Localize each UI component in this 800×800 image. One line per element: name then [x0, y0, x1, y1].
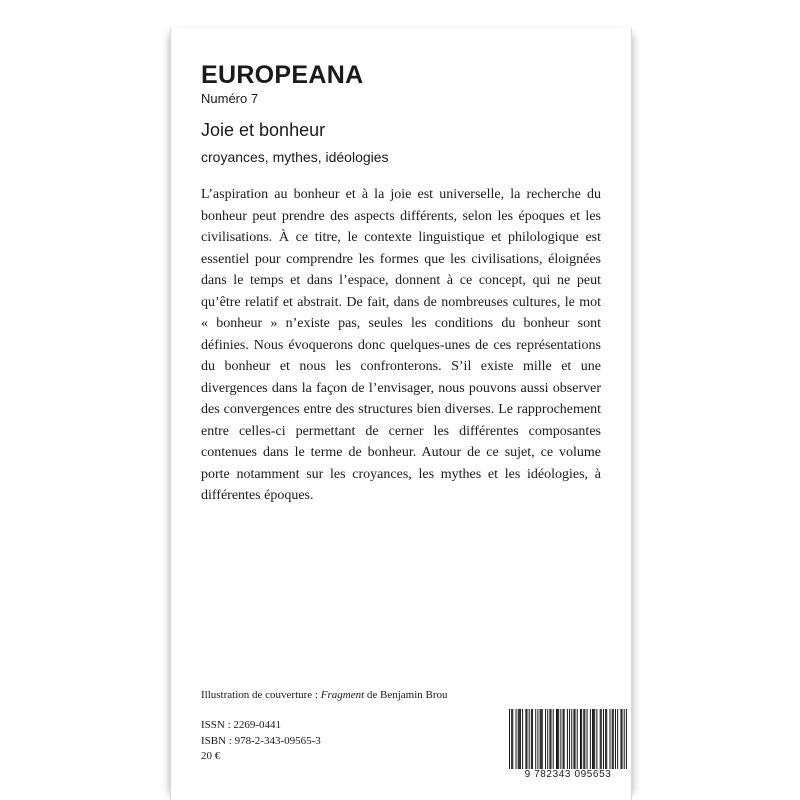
barcode-bar — [587, 709, 588, 775]
barcode-bar — [549, 709, 550, 775]
barcode-bar — [535, 709, 536, 775]
barcode-bar — [617, 709, 618, 775]
barcode-bar — [541, 709, 542, 775]
barcode-bar — [563, 709, 564, 775]
barcode-bar — [522, 709, 523, 775]
barcode-digits: 9 782343 095653 — [509, 769, 627, 780]
barcode-bar — [593, 709, 594, 775]
barcode-bar — [624, 709, 625, 775]
barcode-bar — [540, 709, 541, 775]
barcode-bar — [547, 709, 548, 775]
credit-work-title: Fragment — [320, 689, 365, 701]
bibliographic-info — [201, 718, 321, 765]
barcode-bar — [612, 709, 613, 775]
barcode-bar — [532, 709, 533, 775]
barcode-bar — [600, 709, 601, 775]
barcode-bar — [626, 709, 627, 775]
barcode-bar — [584, 709, 585, 775]
issn: ISSN : 2269-0441 — [201, 719, 282, 731]
barcode-bar — [583, 709, 584, 775]
barcode-bar — [603, 709, 604, 775]
barcode-bar — [575, 709, 576, 775]
barcode-bar — [542, 709, 543, 775]
barcode-bar — [606, 709, 607, 775]
barcode-bar — [620, 709, 621, 775]
barcode-bar — [557, 709, 558, 775]
barcode-bar — [580, 709, 581, 775]
barcode-bar — [613, 709, 614, 775]
barcode-bar — [511, 709, 512, 775]
back-cover-blurb: L’aspiration au bonheur et à la joie est universelle, la recherche du bonheur peut prendre des aspects différents, selon les époques et les civilisations. À ce titre, le contexte linguistique et philologique est essentiel pour comprendre les formes que les civilisations, éloignées dans le temps et dans l’espace, donnent à ce concept, qui ne peut qu’être relatif et abstrait. De fait, dans de nombreuses cultures, le mot « bonheur » n’existe pas, seules les conditions du bonheur sont définies. Nous évoquerons donc quelques-unes de ces représentations du bonheur et nous les confronterons. S’il existe mille et une divergences dans la façon de l’envisager, nous pouvons aussi observer des convergences entre des structures bien diverses. Le rapprochement entre celles-ci permettant de cerner les différentes composantes contenues dans le terme de bonheur. Autour de ce sujet, ce volume porte notamment sur les croyances, les mythes et les idéologies, à différentes époques. — [201, 187, 601, 503]
barcode-bar — [512, 709, 513, 775]
barcode-bar — [622, 709, 623, 775]
barcode-bar — [571, 709, 572, 775]
isbn: ISBN : 978-2-343-09565-3 — [201, 734, 321, 747]
barcode-bar — [558, 709, 559, 775]
barcode-bar — [531, 709, 532, 775]
barcode-bar — [594, 709, 595, 775]
back-cover — [170, 28, 632, 800]
barcode-bar — [553, 709, 554, 775]
barcode-bar — [615, 709, 616, 775]
barcode-bar — [605, 709, 606, 775]
barcode-bar — [573, 709, 574, 775]
series-title: EUROPEANA — [201, 61, 364, 89]
barcode-bar — [518, 709, 519, 775]
barcode-bar — [525, 709, 526, 775]
barcode-bar — [556, 709, 557, 775]
barcode-bar — [526, 709, 527, 775]
barcode-bar — [560, 709, 561, 775]
book-title: Joie et bonheur — [201, 120, 326, 140]
barcode-bar — [596, 709, 597, 775]
barcode-bar — [610, 709, 611, 775]
issue-number: Numéro 7 — [201, 91, 259, 106]
barcode-bar — [569, 709, 570, 775]
credit-prefix: Illustration de couverture : — [201, 689, 321, 701]
barcode-bar — [581, 709, 582, 775]
barcode-bar — [537, 709, 538, 775]
barcode-bar — [601, 709, 602, 775]
barcode-bar — [516, 709, 517, 775]
barcode-bar — [564, 709, 565, 775]
book-subtitle: croyances, mythes, idéologies — [201, 149, 389, 165]
barcode-bar — [592, 709, 593, 775]
barcode-bar — [545, 709, 546, 775]
cover-illustration-credit — [201, 689, 448, 701]
barcode-bar — [509, 709, 510, 775]
price: 20 € — [201, 750, 221, 762]
barcode-bar — [567, 709, 568, 775]
barcode-bar — [590, 709, 591, 775]
isbn-barcode — [509, 709, 627, 789]
barcode-bar — [577, 709, 578, 775]
barcode-bar — [551, 709, 552, 775]
barcode-bar — [519, 709, 520, 775]
credit-suffix: de Benjamin Brou — [364, 689, 448, 701]
barcode-bar — [529, 709, 530, 775]
barcode-bar — [520, 709, 521, 775]
